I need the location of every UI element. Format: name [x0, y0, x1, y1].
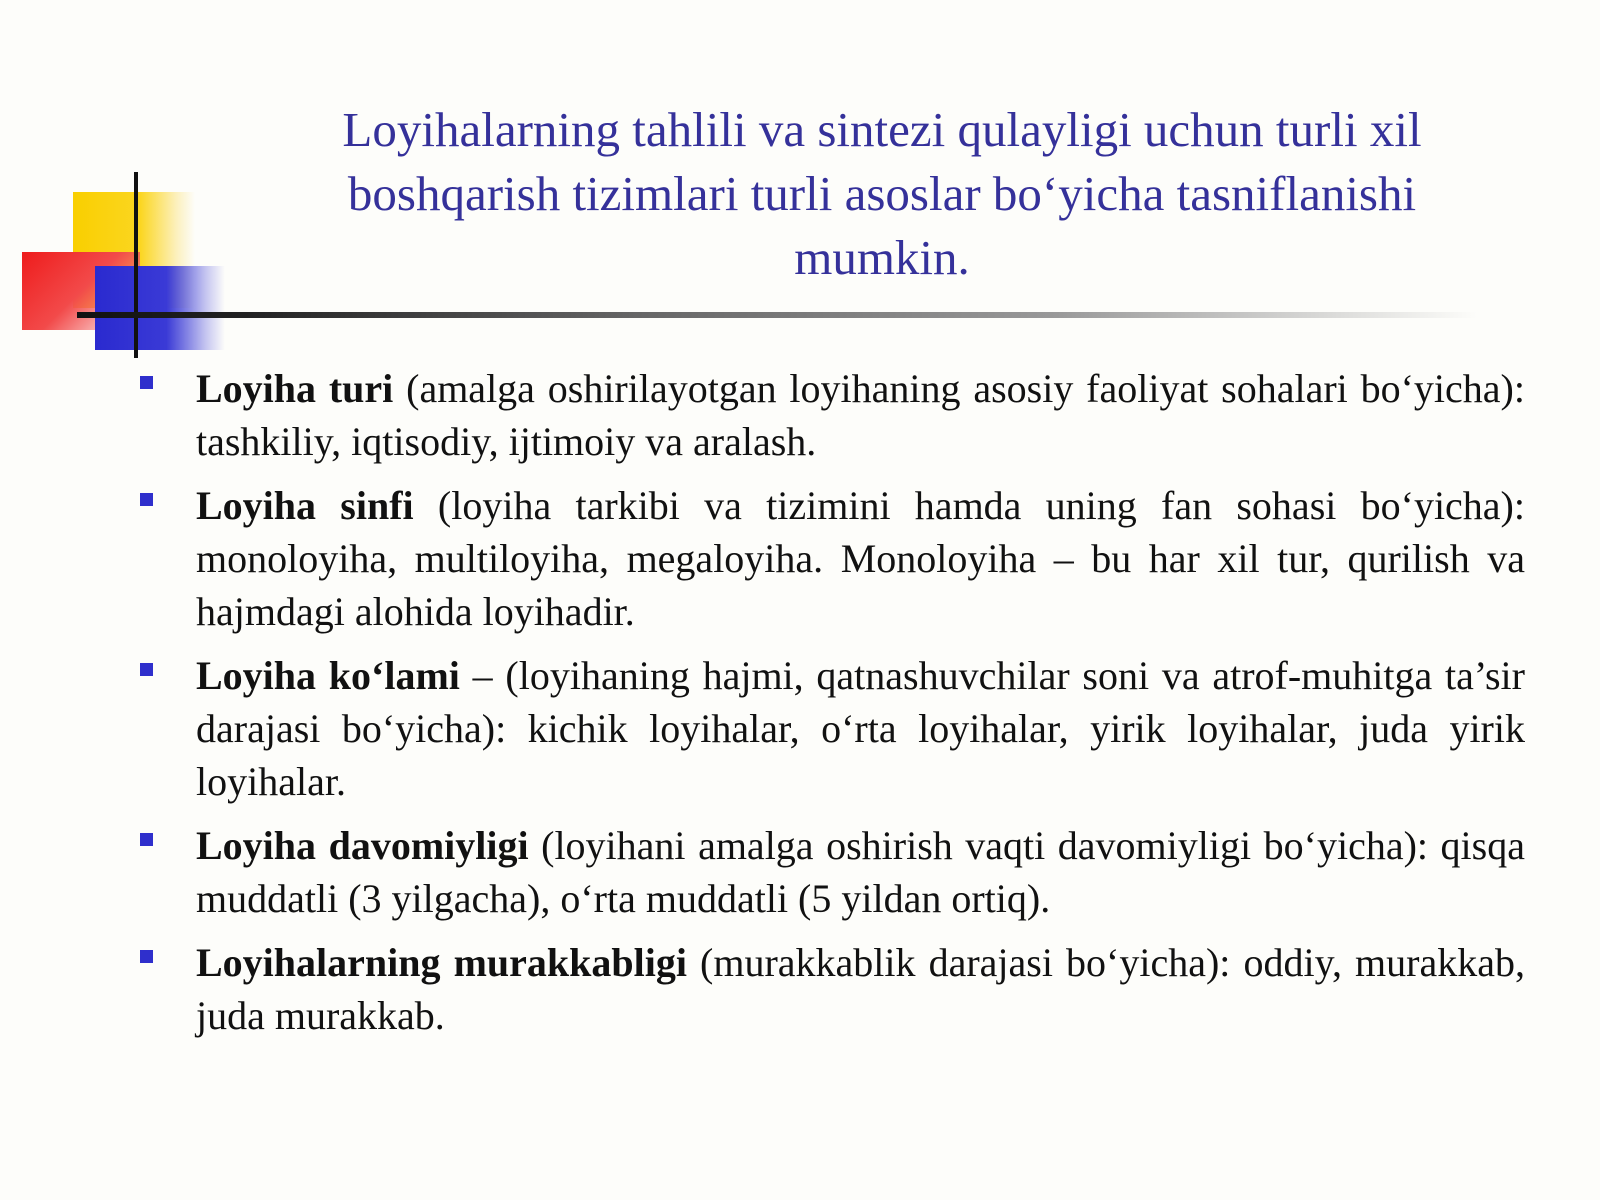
vertical-rule [134, 172, 138, 358]
square-bullet-icon [140, 376, 153, 389]
bullet-term: Loyiha sinfi [196, 483, 414, 528]
bullet-text: (amalga oshirilayotgan loyihaning asosiy faoliyat sohalari bo‘yicha): tashkiliy, iqtisodiy, ijtimoiy va aralash. [196, 366, 1525, 464]
square-bullet-icon [140, 493, 153, 506]
bullet-term: Loyiha davomiyligi [196, 823, 529, 868]
bullet-text: (murakkablik darajasi bo‘yicha): oddiy, murakkab, juda murakkab. [196, 940, 1525, 1038]
square-bullet-icon [140, 663, 153, 676]
bullet-text: (loyiha tarkibi va tizimini hamda uning fan sohasi bo‘yicha): monoloyiha, multiloyiha, megaloyiha. Monoloyiha – bu har xil tur, qurilish va hajmdagi alohida loyihadir. [196, 483, 1525, 634]
bullet-item-murakkabligi [140, 936, 1525, 1042]
bullet-item-loyiha-davomiyligi [140, 819, 1525, 925]
slide-title: Loyihalarning tahlili va sintezi qulayligi uchun turli xil boshqarish tizimlari turli asoslar bo‘yicha tasniflanishi mumkin. [342, 102, 1422, 285]
bullet-term: Loyihalarning murakkabligi [196, 940, 687, 985]
bullet-item-loyiha-turi [140, 362, 1525, 468]
square-bullet-icon [140, 950, 153, 963]
bullet-term: Loyiha ko‘lami [196, 653, 460, 698]
blue-square-decoration [95, 266, 225, 350]
square-bullet-icon [140, 833, 153, 846]
horizontal-rule [77, 312, 1477, 318]
bullet-text: – (loyihaning hajmi, qatnashuvchilar soni va atrof-muhitga ta’sir darajasi bo‘yicha): kichik loyihalar, o‘rta loyihalar, yirik loyihalar, juda yirik loyihalar. [196, 653, 1525, 804]
bullet-item-loyiha-sinfi [140, 479, 1525, 638]
bullet-list [140, 362, 1525, 1053]
bullet-item-loyiha-kolami [140, 649, 1525, 808]
bullet-text: (loyihani amalga oshirish vaqti davomiyligi bo‘yicha): qisqa muddatli (3 yilgacha), o‘rta muddatli (5 yildan ortiq). [196, 823, 1525, 921]
bullet-term: Loyiha turi [196, 366, 394, 411]
